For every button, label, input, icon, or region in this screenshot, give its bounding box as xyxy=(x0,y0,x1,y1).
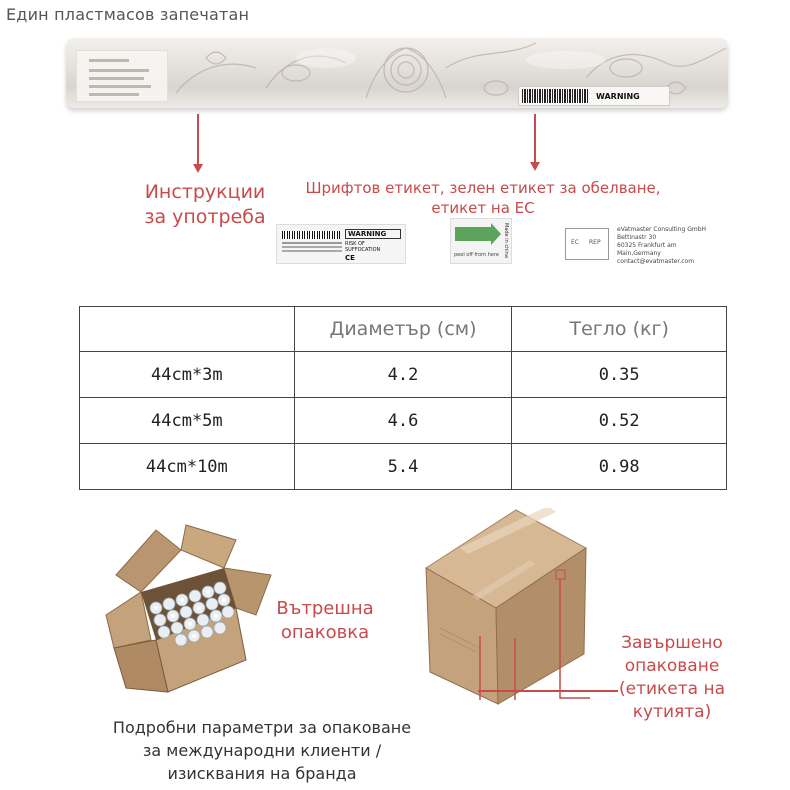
table-header-cell: Диаметър (см) xyxy=(294,307,512,352)
ec-rep-box xyxy=(565,228,609,260)
table-row xyxy=(80,444,727,490)
warning-subtitle: RISK OF SUFFOCATION xyxy=(345,241,381,253)
ec-label xyxy=(565,226,715,265)
open-box-icon xyxy=(96,520,276,695)
peel-text: peel off from here xyxy=(454,252,499,258)
rep-text: REP xyxy=(589,239,601,246)
ce-mark: CE xyxy=(345,254,355,262)
table-cell: 44cm*3m xyxy=(80,352,295,398)
table-cell: 0.98 xyxy=(512,444,727,490)
barcode-icon xyxy=(522,89,588,103)
green-arrow-tip xyxy=(491,223,501,245)
warning-label xyxy=(276,224,406,264)
address-line: eVatmaster Consulting GmbH xyxy=(617,226,707,233)
table-header-row xyxy=(80,307,727,352)
roll-warning-text: WARNING xyxy=(596,91,640,101)
roll-instruction-label xyxy=(76,50,168,102)
finished-packaging-label: Завършено опаковане (етикета на кутията) xyxy=(618,633,726,722)
address-line: 60325 Frankfurt am Main,Germany xyxy=(617,242,677,257)
barcode-icon xyxy=(282,231,340,239)
ec-address xyxy=(617,226,715,266)
table-cell: 0.52 xyxy=(512,398,727,444)
table-header-cell: Тегло (кг) xyxy=(512,307,727,352)
page-title: Един пластмасов запечатан xyxy=(6,5,250,24)
wallpaper-roll xyxy=(66,38,728,108)
table-cell: 4.2 xyxy=(294,352,512,398)
table-cell: 5.4 xyxy=(294,444,512,490)
ec-text: EC xyxy=(571,239,579,246)
label-text-lines xyxy=(282,242,342,244)
pointer-line xyxy=(478,690,618,692)
instructions-label: Инструкции за употреба xyxy=(144,181,266,228)
labels-caption: Шрифтов етикет, зелен етикет за обелване, етикет на ЕС xyxy=(305,179,661,217)
green-arrow-icon xyxy=(455,227,493,241)
arrow-down-icon xyxy=(193,164,203,173)
table-row xyxy=(80,352,727,398)
table-row xyxy=(80,398,727,444)
roll-warning-label xyxy=(518,86,670,106)
warning-title: WARNING xyxy=(345,229,401,239)
table-cell: 44cm*10m xyxy=(80,444,295,490)
bottom-caption: Подробни параметри за опаковане за международни клиенти / изисквания на бранда xyxy=(112,718,412,783)
arrow-down-icon xyxy=(530,162,540,171)
address-line: contact@evatmaster.com xyxy=(617,258,695,265)
made-in-text: Made in china xyxy=(503,223,509,258)
arrow-line-right xyxy=(534,114,536,164)
closed-box-icon xyxy=(420,508,590,708)
warning-box xyxy=(345,229,401,262)
table-cell: 44cm*5m xyxy=(80,398,295,444)
table-cell: 4.6 xyxy=(294,398,512,444)
green-peel-label xyxy=(450,218,512,264)
arrow-line-left xyxy=(197,114,199,166)
table-header-cell xyxy=(80,307,295,352)
address-line: Bettinastr 30 xyxy=(617,234,657,241)
spec-table xyxy=(79,306,727,490)
inner-packaging-label: Вътрешна опаковка xyxy=(276,598,374,643)
table-cell: 0.35 xyxy=(512,352,727,398)
